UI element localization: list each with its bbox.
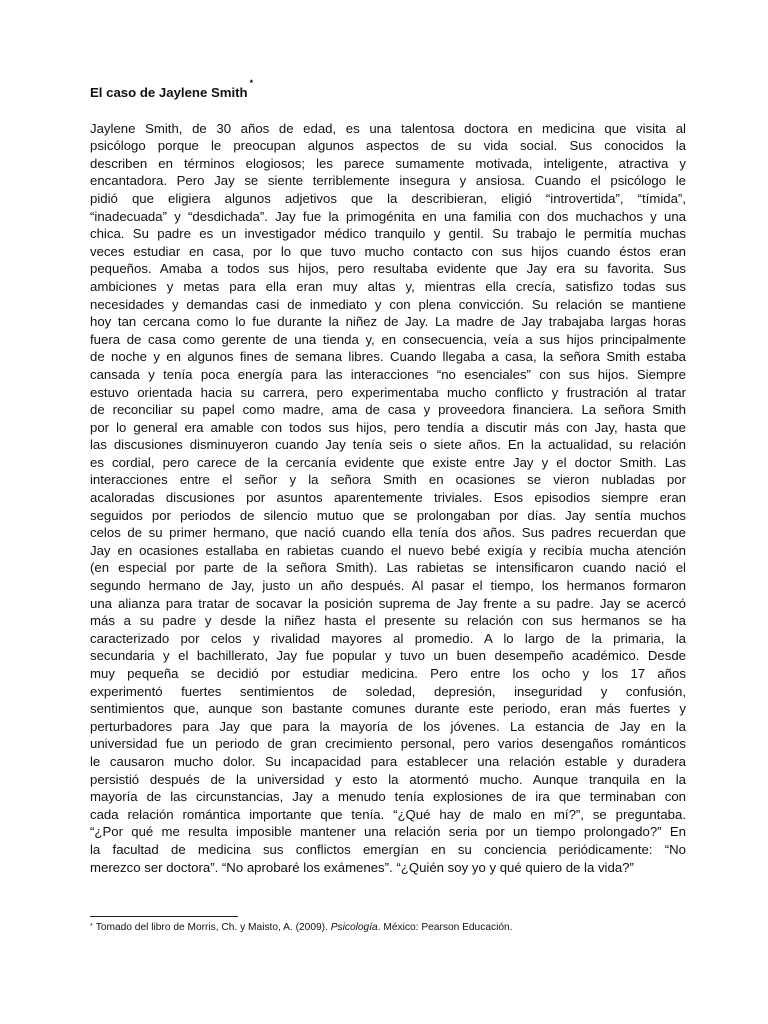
body-line: describen en términos elogiosos; les parece sumamente motivada, inteligente, atractiva y	[90, 155, 686, 171]
body-line: persistió después de la universidad y esto la atormentó mucho. Aunque tranquila en la	[90, 771, 686, 787]
body-line: universidad fue un periodo de gran crecimiento personal, pero varios desengaños románticos	[90, 736, 686, 752]
body-line: perturbadores para Jay que para la mayoría de los jóvenes. La estancia de Jay en la	[90, 718, 686, 734]
body-line: sentimientos que, aunque son bastante comunes durante este periodo, eran más fuertes y	[90, 701, 686, 717]
footnote-divider	[90, 916, 238, 917]
body-line: psicólogo porque le preocupan algunos aspectos de su vida social. Sus conocidos la	[90, 138, 686, 154]
body-line: cada relación romántica importante que tenía. “¿Qué hay de malo en mí?”, se preguntaba.	[90, 806, 686, 822]
body-line: cansada y tenía poca energía para las interacciones “no esenciales” con sus hijos. Siempre	[90, 366, 686, 382]
body-line: mayoría de las circunstancias, Jay a menudo tenía explosiones de ira que terminaban con	[90, 789, 686, 805]
document-title-text: El caso de Jaylene Smith	[90, 85, 248, 100]
body-line: chica. Su padre es un investigador médico tranquilo y gentil. Su trabajo le permitía muchas	[90, 226, 686, 242]
body-line: secundaria y el bachillerato, Jay fue popular y tuvo un buen desempeño académico. Desde	[90, 648, 686, 664]
body-line: la facultad de medicina sus conflictos emergían en su conciencia periódicamente: “No	[90, 841, 686, 857]
footnote-book-title: Psicología	[330, 922, 378, 933]
title-footnote-marker: *	[249, 78, 254, 88]
body-line: le causaron mucho dolor. Su incapacidad para establecer una relación estable y duradera	[90, 753, 686, 769]
body-line: “inadecuada” y “desdichada”. Jay fue la primogénita en una familia con dos muchachos y una	[90, 208, 686, 224]
body-line: merezco ser doctora”. “No aprobaré los exámenes”. “¿Quién soy yo y qué quiero de la vida?”	[90, 859, 634, 875]
body-line: por lo general era amable con todos sus hijos, pero tendía a discutir más con Jay, hasta que	[90, 419, 686, 435]
body-line: encantadora. Pero Jay se siente terriblemente insegura y ansiosa. Cuando el psicólogo le	[90, 173, 686, 189]
body-line: caracterizado por celos y rivalidad mayores al promedio. A lo largo de la primaria, la	[90, 630, 686, 646]
body-line: una alianza para tratar de socavar la posición suprema de Jay frente a su padre. Jay se acercó	[90, 595, 686, 611]
body-line: más a su padre y desde la niñez hasta el presente su relación con sus hermanos se ha	[90, 613, 686, 629]
body-line: Jay en ocasiones estallaba en rabietas cuando el nuevo bebé exigía y recibía mucha atención	[90, 542, 686, 558]
body-line: acaloradas discusiones por asuntos aparentemente triviales. Esos episodios siempre eran	[90, 490, 686, 506]
body-line: estuvo orientada hacia su carrera, pero experimentaba mucho conflicto y frustración al tratar	[90, 384, 686, 400]
body-line: celos de su primer hermano, que nació cuando ella tenía dos años. Sus padres recuerdan que	[90, 525, 686, 541]
footnote-text-before: Tomado del libro de Morris, Ch. y Maisto, A. (2009).	[95, 922, 331, 933]
body-line: pequeños. Amaba a todos sus hijos, pero resultaba evidente que Jay era su favorita. Sus	[90, 261, 686, 277]
body-line: ambiciones y metas para ella eran muy altas y, mientras ella crecía, satisfizo todas sus	[90, 278, 686, 294]
body-line: fuera de casa como gerente de una tienda y, en consecuencia, veía a sus hijos principalmente	[90, 331, 686, 347]
body-line: segundo hermano de Jay, justo un año después. Al pasar el tiempo, los hermanos formaron	[90, 578, 686, 594]
body-line: necesidades y demandas casi de inmediato y con plena convicción. Su relación se mantiene	[90, 296, 686, 312]
footnote-text-after: . México: Pearson Educación.	[377, 922, 513, 933]
body-line: experimentó fuertes sentimientos de soledad, depresión, inseguridad y confusión,	[90, 683, 686, 699]
body-line: interacciones entre el señor y la señora Smith en ocasiones se vieron nubladas por	[90, 472, 686, 488]
body-line: (en especial por parte de la señora Smith). Las rabietas se intensificaron cuando nació el	[90, 560, 686, 576]
document-page	[90, 78, 686, 876]
footnote	[90, 921, 513, 935]
body-line: de noche y en algunos fines de semana libres. Cuando llegaba a casa, la señora Smith estaba	[90, 349, 686, 365]
document-title	[90, 78, 686, 102]
body-line: “¿Por qué me resulta imposible mantener una relación seria por un tiempo prolongado?” En	[90, 824, 686, 840]
footnote-marker: *	[90, 923, 93, 930]
body-line: es cordial, pero carece de la cercanía evidente que existe entre Jay y el doctor Smith. Las	[90, 454, 686, 470]
body-line: Jaylene Smith, de 30 años de edad, es una talentosa doctora en medicina que visita al	[90, 120, 686, 136]
body-line: muy pequeña se decidió por estudiar medicina. Pero entre los ocho y los 17 años	[90, 666, 686, 681]
body-line: las discusiones disminuyeron cuando Jay tenía seis o siete años. En la actualidad, su relación	[90, 437, 686, 453]
body-line: veces estudiar en casa, por lo que tuvo mucho contacto con sus hijos cuando éstos eran	[90, 243, 686, 259]
body-line: de reconciliar su papel como madre, ama de casa y proveedora financiera. La señora Smith	[90, 402, 686, 418]
body-line: hoy tan cercana como lo fue durante la niñez de Jay. La madre de Jay trabajaba largas horas	[90, 314, 686, 330]
body-line: seguidos por periodos de silencio mutuo que se prolongaban por días. Jay sentía muchos	[90, 507, 686, 523]
document-body	[90, 120, 686, 877]
body-line: pidió que eligiera algunos adjetivos que la describieran, eligió “introvertida”, “tímida”,	[90, 190, 686, 206]
